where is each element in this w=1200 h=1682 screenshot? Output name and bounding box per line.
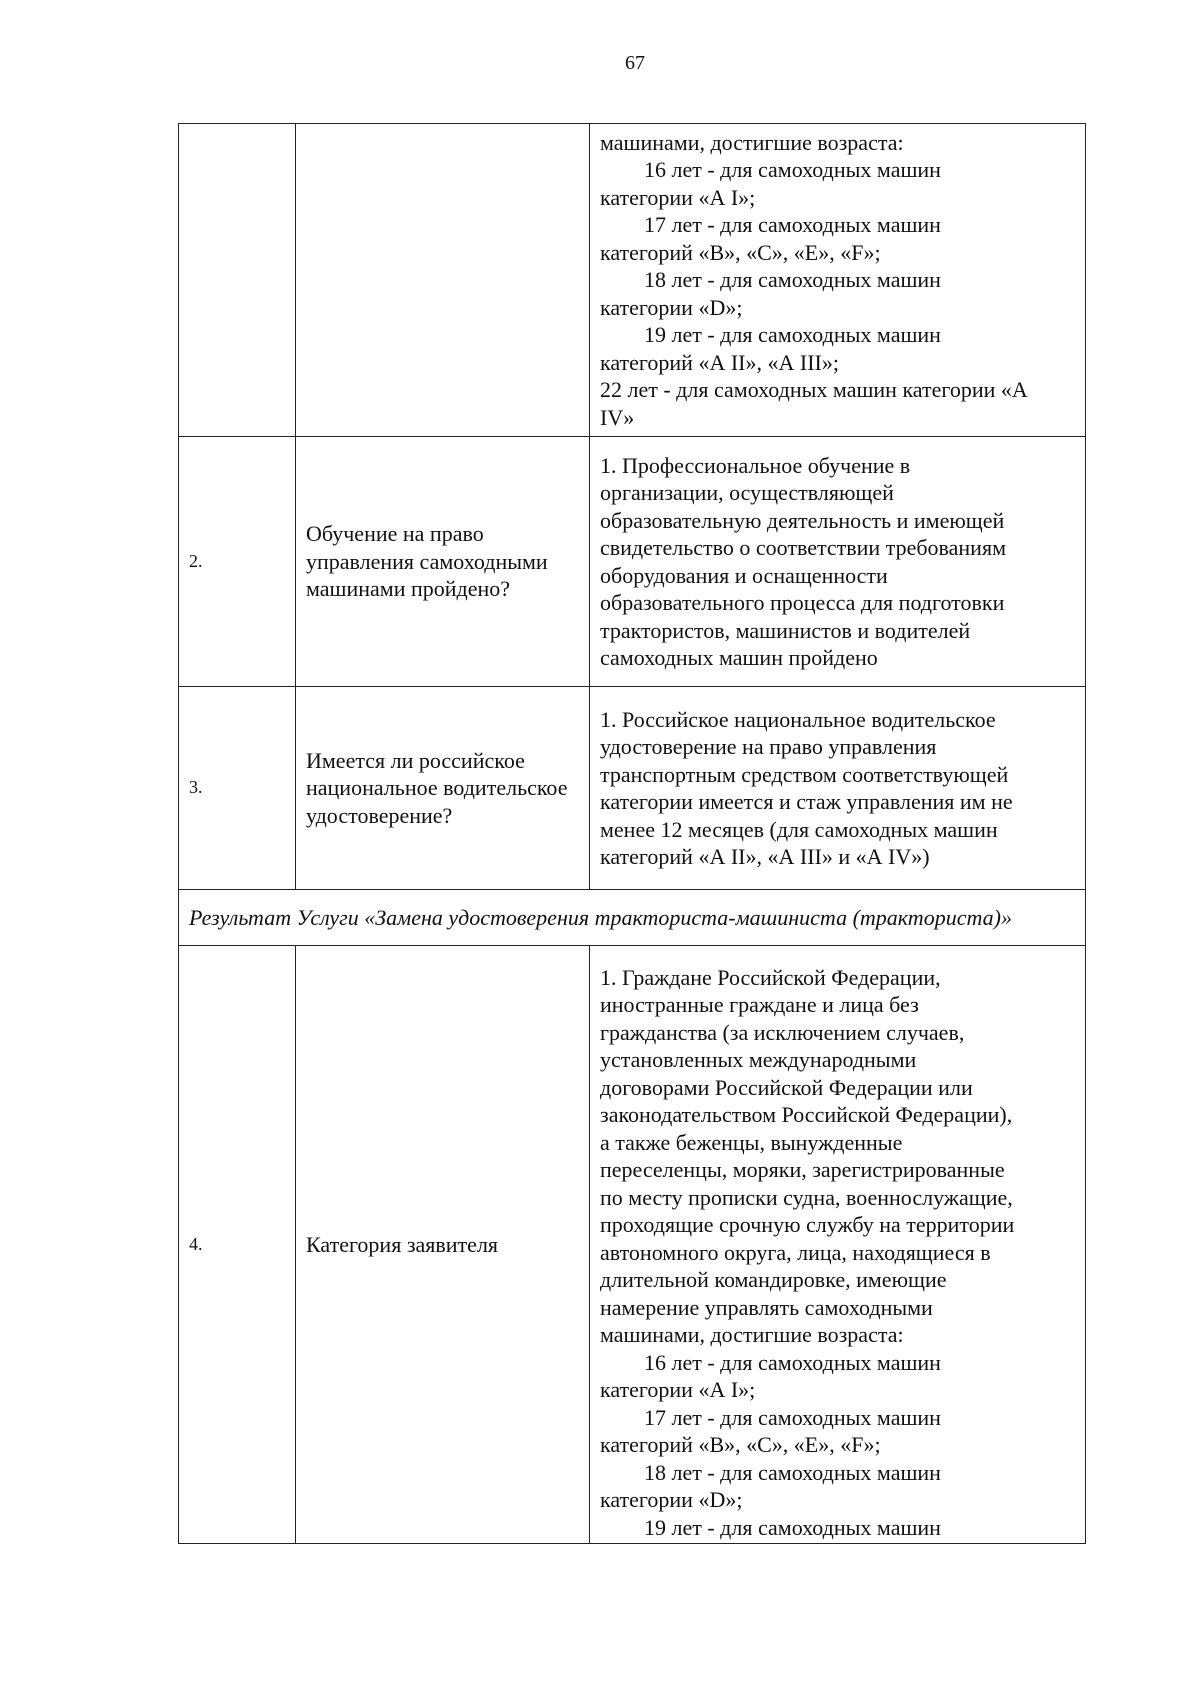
row-number-cell: 3. — [179, 687, 296, 890]
row-number-cell — [179, 124, 296, 437]
answer-line: самоходных машин пройдено — [600, 645, 878, 670]
answer-line: образовательного процесса для подготовки — [600, 590, 1005, 615]
answer-line: 1. Российское национальное водительское — [600, 706, 996, 732]
answer-line: машинами, достигшие возраста: — [600, 1322, 904, 1347]
answer-line: длительной командировке, имеющие — [600, 1267, 947, 1292]
answer-line: а также беженцы, вынужденные — [600, 1129, 903, 1155]
result-row — [179, 890, 1086, 946]
answer-cell — [590, 946, 1086, 1544]
answer-line: IV» — [600, 404, 635, 430]
answer-line: намерение управлять самоходными — [600, 1294, 933, 1320]
answer-line: 1. Профессиональное обучение в — [600, 452, 911, 478]
answer-line: по месту прописки судна, военнослужащие, — [600, 1184, 1013, 1210]
question-cell: Обучение на право управления самоходными машинами пройдено? — [296, 437, 590, 687]
page-number: 67 — [625, 52, 645, 74]
question-cell: Категория заявителя — [296, 946, 590, 1544]
answer-line: 17 лет - для самоходных машин — [644, 212, 941, 238]
answer-cell — [590, 687, 1086, 890]
answer-line: 17 лет - для самоходных машин — [644, 1404, 941, 1430]
answer-line: категорий «А II», «А III» и «А IV») — [600, 844, 930, 869]
answer-line: иностранные граждане и лица без — [600, 992, 919, 1017]
table-row — [179, 946, 1086, 1544]
answer-line: договорами Российской Федерации или — [600, 1074, 973, 1100]
answer-line: транспортным средством соответствующей — [600, 761, 1009, 787]
question-cell: Имеется ли российское национальное водительское удостоверение? — [296, 687, 590, 890]
answer-line: трактористов, машинистов и водителей — [600, 617, 971, 643]
answer-line: категорий «В», «С», «Е», «F»; — [600, 239, 881, 265]
answer-line: категорий «А II», «А III»; — [600, 349, 839, 375]
question-cell — [296, 124, 590, 437]
answer-lines — [600, 452, 1077, 672]
criteria-table — [178, 123, 1086, 1544]
answer-line: законодательством Российской Федерации), — [600, 1102, 1013, 1127]
answer-line: категории имеется и стаж управления им не — [600, 789, 1013, 814]
row-number-cell: 4. — [179, 946, 296, 1544]
answer-lines — [600, 706, 1077, 871]
row-number-cell: 2. — [179, 437, 296, 687]
answer-line: 19 лет - для самоходных машин — [644, 322, 941, 348]
answer-line: гражданства (за исключением случаев, — [600, 1019, 965, 1045]
answer-lines — [600, 129, 1077, 432]
answer-line: категории «D»; — [600, 294, 743, 320]
answer-line: категории «D»; — [600, 1487, 743, 1512]
answer-line: переселенцы, моряки, зарегистрированные — [600, 1157, 1005, 1182]
table-row — [179, 687, 1086, 890]
answer-line: удостоверение на право управления — [600, 734, 937, 759]
answer-line: машинами, достигшие возраста: — [600, 129, 904, 155]
answer-lines — [600, 964, 1077, 1542]
answer-cell — [590, 437, 1086, 687]
answer-line: менее 12 месяцев (для самоходных машин — [600, 816, 998, 842]
answer-line: установленных международными — [600, 1047, 917, 1072]
answer-line: 1. Граждане Российской Федерации, — [600, 964, 941, 990]
answer-line: свидетельство о соответствии требованиям — [600, 535, 1006, 560]
answer-line: 18 лет - для самоходных машин — [644, 267, 941, 293]
answer-line: оборудования и оснащенности — [600, 562, 888, 588]
answer-line: 16 лет - для самоходных машин — [644, 157, 941, 183]
answer-line: 16 лет - для самоходных машин — [644, 1349, 941, 1375]
answer-line: 19 лет - для самоходных машин — [644, 1514, 941, 1540]
table-row — [179, 124, 1086, 437]
answer-line: образовательную деятельность и имеющей — [600, 507, 1005, 533]
answer-line: организации, осуществляющей — [600, 480, 894, 505]
answer-line: 22 лет - для самоходных машин категории «А — [600, 377, 1028, 403]
answer-cell — [590, 124, 1086, 437]
answer-line: проходящие срочную службу на территории — [600, 1212, 1015, 1237]
result-heading: Результат Услуги «Замена удостоверения тракториста-машиниста (тракториста)» — [179, 890, 1086, 946]
answer-line: категорий «В», «С», «Е», «F»; — [600, 1432, 881, 1457]
answer-line: категории «А I»; — [600, 1377, 756, 1402]
answer-line: 18 лет - для самоходных машин — [644, 1459, 941, 1485]
table-row — [179, 437, 1086, 687]
answer-line: автономного округа, лица, находящиеся в — [600, 1239, 991, 1265]
answer-line: категории «А I»; — [600, 184, 756, 210]
